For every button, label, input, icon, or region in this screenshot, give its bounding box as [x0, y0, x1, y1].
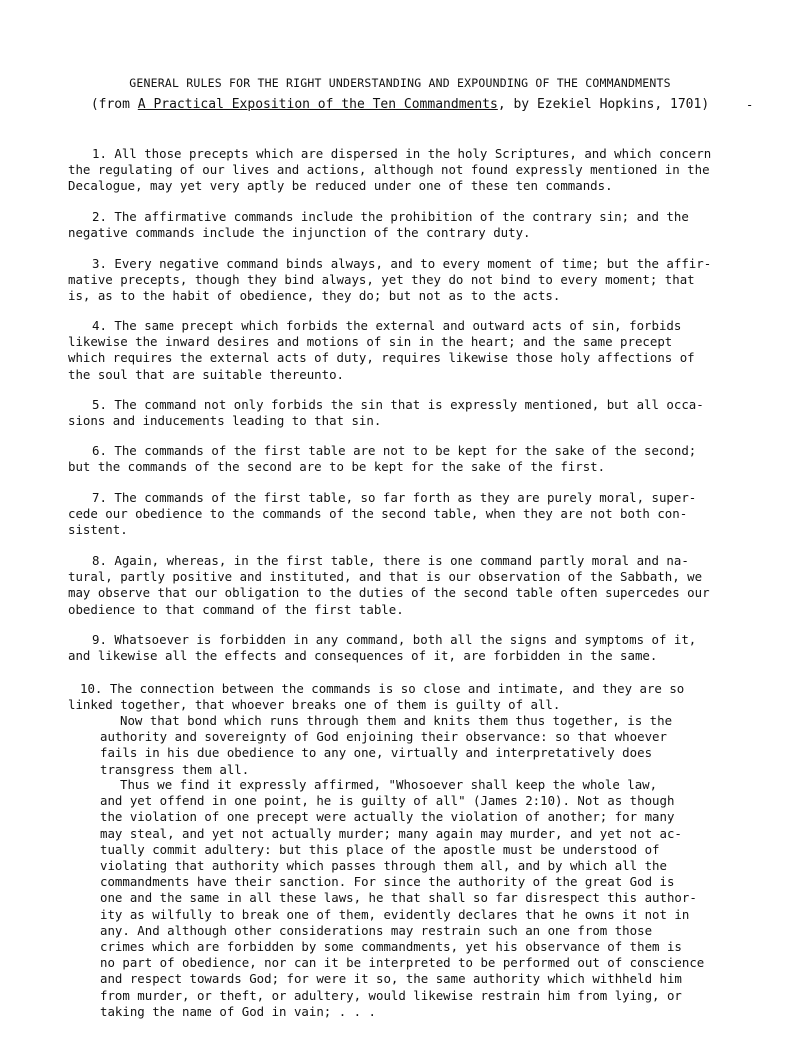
rule-line: but the commands of the second are to be kept for the sake of the first. — [68, 459, 606, 475]
rule-line: obedience to that command of the first table. — [68, 601, 404, 617]
rule-line: tural, partly positive and instituted, and that is our observation of the Sabbath, we — [68, 569, 703, 585]
explanation-line: ity as wilfully to break one of them, evidently declares that he owns it not in — [100, 906, 690, 922]
rule-line: which requires the external acts of duty, requires likewise those holy affections of — [68, 350, 695, 366]
rule-line: 8. Again, whereas, in the first table, there is one command partly moral and na- — [92, 553, 689, 568]
explanation-line: Now that bond which runs through them and knits them thus together, is the — [120, 713, 673, 728]
explanation-line: commandments have their sanction. For since the authority of the great God is — [100, 874, 675, 890]
rule-1 — [68, 146, 744, 195]
rule-10-explanation-2 — [100, 777, 750, 1020]
explanation-line: one and the same in all these laws, he that shall so far disrespect this author- — [100, 890, 697, 906]
explanation-line: may steal, and yet not actually murder; many again may murder, and yet not ac- — [100, 825, 682, 841]
rule-line: likewise the inward desires and motions of sin in the heart; and the same precept — [68, 334, 673, 350]
rule-line: 5. The command not only forbids the sin that is expressly mentioned, but all occa- — [92, 397, 704, 412]
rule-line: 3. Every negative command binds always, and to every moment of time; but the affir- — [92, 256, 712, 271]
explanation-line: crimes which are forbidden by some commandments, yet his observance of them is — [100, 939, 682, 955]
rule-line: 1. All those precepts which are dispersed in the holy Scriptures, and which concern — [92, 146, 712, 161]
rule-line: sions and inducements leading to that sin. — [68, 413, 382, 429]
rule-8 — [68, 553, 744, 618]
explanation-line: from murder, or theft, or adultery, would likewise restrain him from lying, or — [100, 987, 682, 1003]
rule-line: cede our obedience to the commands of the second table, when they are not both con- — [68, 506, 688, 522]
edge-mark: - — [746, 98, 754, 112]
rule-7 — [68, 490, 744, 539]
rule-line: 2. The affirmative commands include the prohibition of the contrary sin; and the — [92, 209, 689, 224]
explanation-line: any. And although other considerations may restrain such an one from those — [100, 922, 653, 938]
rule-line: 9. Whatsoever is forbidden in any command, both all the signs and symptoms of it, — [92, 632, 697, 647]
rule-10 — [68, 681, 744, 713]
subtitle-prefix: (from — [90, 97, 138, 112]
explanation-line: and yet offend in one point, he is guilty of all" (James 2:10). Not as though — [100, 793, 675, 809]
rule-3 — [68, 256, 744, 305]
rule-line: negative commands include the injunction of the contrary duty. — [68, 225, 531, 241]
explanation-line: no part of obedience, nor can it be interpreted to be performed out of conscience — [100, 955, 705, 971]
rule-2 — [68, 209, 744, 241]
rule-4 — [68, 318, 744, 383]
rule-line: is, as to the habit of obedience, they do; but not as to the acts. — [68, 288, 561, 304]
rule-line: sistent. — [68, 522, 128, 538]
explanation-line: transgress them all. — [100, 761, 250, 777]
rule-line: 4. The same precept which forbids the external and outward acts of sin, forbids — [92, 318, 682, 333]
rule-line: Decalogue, may yet very aptly be reduced under one of these ten commands. — [68, 178, 613, 194]
rule-line: linked together, that whoever breaks one of them is guilty of all. — [68, 697, 561, 713]
rule-6 — [68, 443, 744, 475]
explanation-line: Thus we find it expressly affirmed, "Whosoever shall keep the whole law, — [120, 777, 658, 792]
rule-line: may observe that our obligation to the duties of the second table often supercedes our — [68, 585, 710, 601]
rule-line: 6. The commands of the first table are not to be kept for the sake of the second; — [92, 443, 697, 458]
rule-line: 10. The connection between the commands is so close and intimate, and they are so — [80, 681, 685, 696]
explanation-line: fails in his due obedience to any one, virtually and interpretatively does — [100, 745, 653, 761]
rule-line: the regulating of our lives and actions, although not found expressly mentioned in the — [68, 162, 710, 178]
document-subtitle — [0, 97, 800, 112]
rule-line: mative precepts, though they bind always, yet they do not bind to every moment; that — [68, 272, 695, 288]
explanation-line: the violation of one precept were actually the violation of another; for many — [100, 809, 675, 825]
rule-9 — [68, 632, 744, 664]
rule-line: 7. The commands of the first table, so far forth as they are purely moral, super- — [92, 490, 697, 505]
subtitle-suffix: , by Ezekiel Hopkins, 1701) — [497, 97, 710, 112]
rule-line: and likewise all the effects and consequences of it, are forbidden in the same. — [68, 648, 658, 664]
explanation-line: tually commit adultery: but this place of the apostle must be understood of — [100, 841, 660, 857]
rule-5 — [68, 397, 744, 429]
document-title: GENERAL RULES FOR THE RIGHT UNDERSTANDING AND EXPOUNDING OF THE COMMANDMENTS — [129, 76, 671, 90]
explanation-line: violating that authority which passes through them all, and by which all the — [100, 858, 667, 874]
rule-10-explanation-1 — [100, 713, 750, 778]
explanation-line: taking the name of God in vain; . . . — [100, 1003, 377, 1019]
explanation-line: authority and sovereignty of God enjoining their observance: so that whoever — [100, 729, 667, 745]
subtitle-work-title: A Practical Exposition of the Ten Commandments — [137, 97, 498, 112]
explanation-line: and respect towards God; for were it so, the same authority which withheld him — [100, 971, 682, 987]
rule-line: the soul that are suitable thereunto. — [68, 366, 345, 382]
